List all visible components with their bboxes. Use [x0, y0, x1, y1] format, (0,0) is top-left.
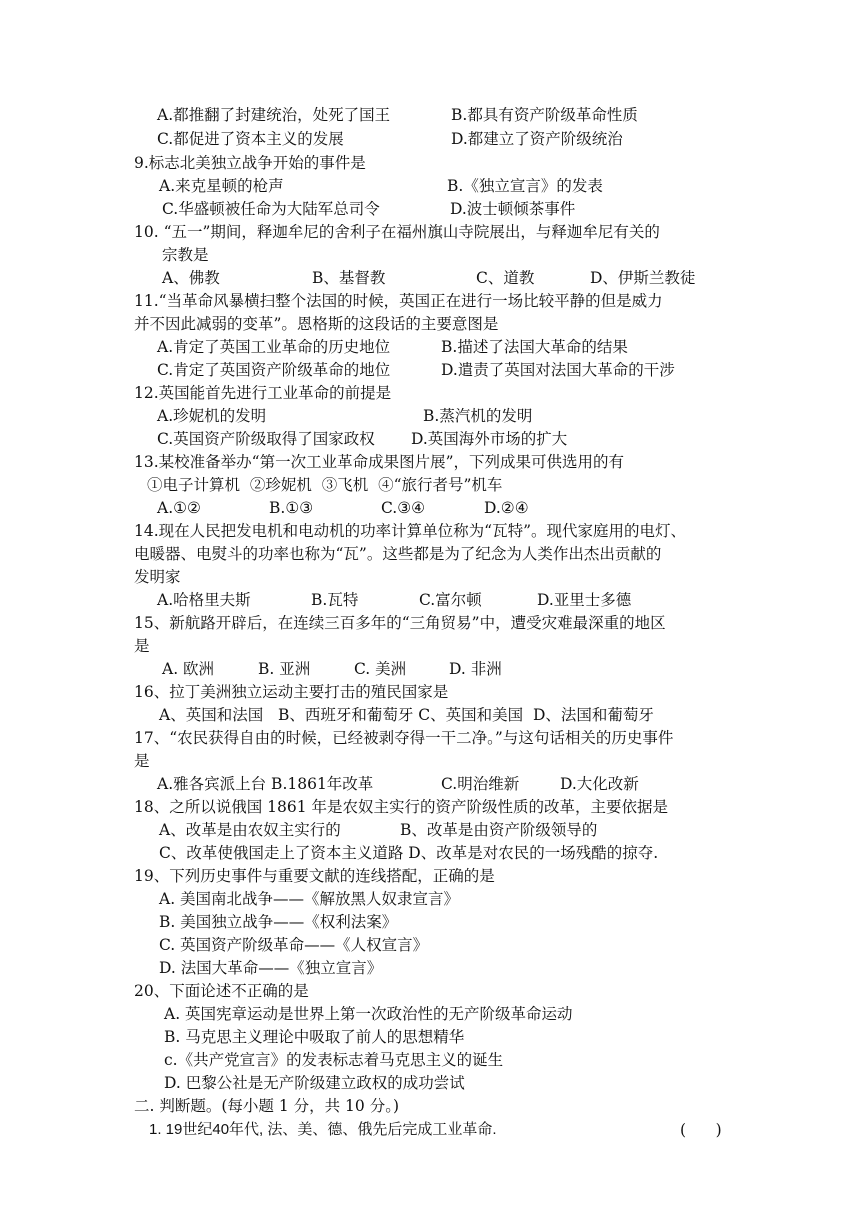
q9-option-b: B.《独立宣言》的发表 — [447, 177, 603, 195]
q15-option-c: C. 美洲 — [354, 660, 407, 678]
q10-option-b: B、基督教 — [312, 269, 386, 287]
q11-option-a: A.肯定了英国工业革命的历史地位 — [157, 338, 391, 356]
q8-option-b: B.都具有资产阶级革命性质 — [451, 106, 638, 124]
q8-options-row2 — [157, 128, 757, 150]
q20-option-c: c.《共产党宣言》的发表标志着马克思主义的诞生 — [164, 1051, 504, 1069]
q14-stem-line2: 电暖器、电熨斗的功率也称为“瓦”。这些都是为了纪念为人类作出杰出贡献的 — [134, 545, 662, 563]
q10-option-d: D、伊斯兰教徒 — [590, 269, 696, 287]
judgement-question-1: 1. 19世纪40年代, 法、美、德、俄先后完成工业革命. — [149, 1121, 497, 1138]
q18-option-b: B、改革是由资产阶级领导的 — [400, 821, 598, 839]
q17-stem-line1: 17、“农民获得自由的时候，已经被剥夺得一干二净。”与这句话相关的历史事件 — [134, 729, 674, 747]
q19-option-a: A. 美国南北战争——《解放黑人奴隶宣言》 — [159, 890, 460, 908]
q11-options-row2 — [157, 359, 757, 381]
q18-options-row1 — [159, 819, 759, 841]
q18-option-a: A、改革是由农奴主实行的 — [159, 821, 341, 839]
q13-items: ①电子计算机 ②珍妮机 ③飞机 ④“旅行者号”机车 — [147, 476, 503, 494]
q15-option-d: D. 非洲 — [449, 660, 502, 678]
q9-option-d: D.波士顿倾茶事件 — [450, 200, 576, 218]
q12-option-a: A.珍妮机的发明 — [157, 407, 267, 425]
q12-option-d: D.英国海外市场的扩大 — [411, 430, 568, 448]
q12-option-c: C.英国资产阶级取得了国家政权 — [157, 430, 375, 448]
q19-stem: 19、下列历史事件与重要文献的连线搭配，正确的是 — [134, 867, 495, 885]
q19-option-b: B. 美国独立战争——《权利法案》 — [159, 913, 398, 931]
section2-heading: 二. 判断题。(每小题 1 分，共 10 分。) — [134, 1097, 399, 1115]
q10-stem-line2: 宗教是 — [162, 246, 209, 264]
q8-option-a: A.都推翻了封建统治，处死了国王 — [157, 106, 391, 124]
q14-option-b: B.瓦特 — [311, 591, 359, 609]
q18-options-row2: C、改革使俄国走上了资本主义道路 D、改革是对农民的一场残酷的掠夺. — [159, 844, 659, 862]
q20-stem: 20、下面论述不正确的是 — [134, 982, 309, 1000]
q13-options — [157, 497, 757, 519]
q16-stem: 16、拉丁美洲独立运动主要打击的殖民国家是 — [134, 683, 449, 701]
q11-options-row1 — [157, 336, 757, 358]
q14-option-a: A.哈格里夫斯 — [157, 591, 251, 609]
q13-stem: 13.某校准备举办“第一次工业革命成果图片展”，下列成果可供选用的有 — [134, 453, 625, 471]
q9-option-c: C.华盛顿被任命为大陆军总司令 — [162, 200, 380, 218]
q12-stem: 12.英国能首先进行工业革命的前提是 — [134, 384, 392, 402]
q15-option-a: A. 欧洲 — [162, 660, 215, 678]
q17-option-ab: A.雅各宾派上台 B.1861年改革 — [157, 775, 374, 793]
q14-option-d: D.亚里士多德 — [537, 591, 632, 609]
q14-stem-line1: 14.现在人民把发电机和电动机的功率计算单位称为“瓦特”。现代家庭用的电灯、 — [134, 522, 687, 540]
q15-options — [162, 658, 762, 680]
q12-options-row1 — [157, 405, 757, 427]
q20-option-d: D. 巴黎公社是无产阶级建立政权的成功尝试 — [164, 1074, 465, 1092]
q8-option-c: C.都促进了资本主义的发展 — [157, 130, 344, 148]
q17-option-c: C.明治维新 — [441, 775, 520, 793]
q8-options-row1 — [157, 104, 757, 126]
q9-options-row2 — [162, 198, 762, 220]
q11-stem-line1: 11.“当革命风暴横扫整个法国的时候，英国正在进行一场比较平静的但是威力 — [134, 292, 663, 310]
q11-option-d: D.遣责了英国对法国大革命的干涉 — [441, 361, 675, 379]
q9-stem: 9.标志北美独立战争开始的事件是 — [134, 154, 366, 172]
q17-stem-line2: 是 — [134, 752, 150, 770]
q14-stem-line3: 发明家 — [134, 568, 181, 586]
q9-options-row1 — [159, 175, 759, 197]
q14-options — [157, 589, 757, 611]
q13-option-b: B.①③ — [269, 499, 314, 517]
q18-stem: 18、之所以说俄国 1861 年是农奴主实行的资产阶级性质的改革，主要依据是 — [134, 798, 669, 816]
q11-option-c: C.肯定了英国资产阶级革命的地位 — [157, 361, 391, 379]
q11-option-b: B.描述了法国大革命的结果 — [441, 338, 628, 356]
q10-option-a: A、佛教 — [162, 269, 220, 287]
q11-stem-line2: 并不因此减弱的变革”。恩格斯的这段话的主要意图是 — [134, 315, 499, 333]
q13-option-d: D.②④ — [484, 499, 529, 517]
q17-options — [157, 773, 757, 795]
q17-option-d: D.大化改新 — [560, 775, 639, 793]
q20-option-a: A. 英国宪章运动是世界上第一次政治性的无产阶级革命运动 — [164, 1005, 573, 1023]
q19-option-d: D. 法国大革命——《独立宣言》 — [159, 959, 383, 977]
q10-option-c: C、道教 — [476, 269, 535, 287]
answer-blank[interactable]: ( ) — [680, 1121, 722, 1139]
q9-option-a: A.来克星顿的枪声 — [159, 177, 284, 195]
q8-option-d: D.都建立了资产阶级统治 — [451, 130, 623, 148]
q16-options: A、英国和法国 B、西班牙和葡萄牙 C、英国和美国 D、法国和葡萄牙 — [159, 706, 654, 724]
q10-stem-line1: 10. “五一”期间，释迦牟尼的舍利子在福州旗山寺院展出，与释迦牟尼有关的 — [134, 223, 660, 241]
q15-option-b: B. 亚洲 — [258, 660, 311, 678]
q13-option-a: A.①② — [157, 499, 201, 517]
q10-options — [162, 267, 762, 289]
q13-option-c: C.③④ — [381, 499, 426, 517]
q14-option-c: C.富尔顿 — [419, 591, 482, 609]
q20-option-b: B. 马克思主义理论中吸取了前人的思想精华 — [164, 1028, 465, 1046]
q15-stem-line1: 15、新航路开辟后，在连续三百多年的“三角贸易”中，遭受灾难最深重的地区 — [134, 614, 666, 632]
q15-stem-line2: 是 — [134, 637, 150, 655]
q19-option-c: C. 英国资产阶级革命——《人权宣言》 — [159, 936, 429, 954]
q12-option-b: B.蒸汽机的发明 — [423, 407, 533, 425]
q12-options-row2 — [157, 428, 757, 450]
